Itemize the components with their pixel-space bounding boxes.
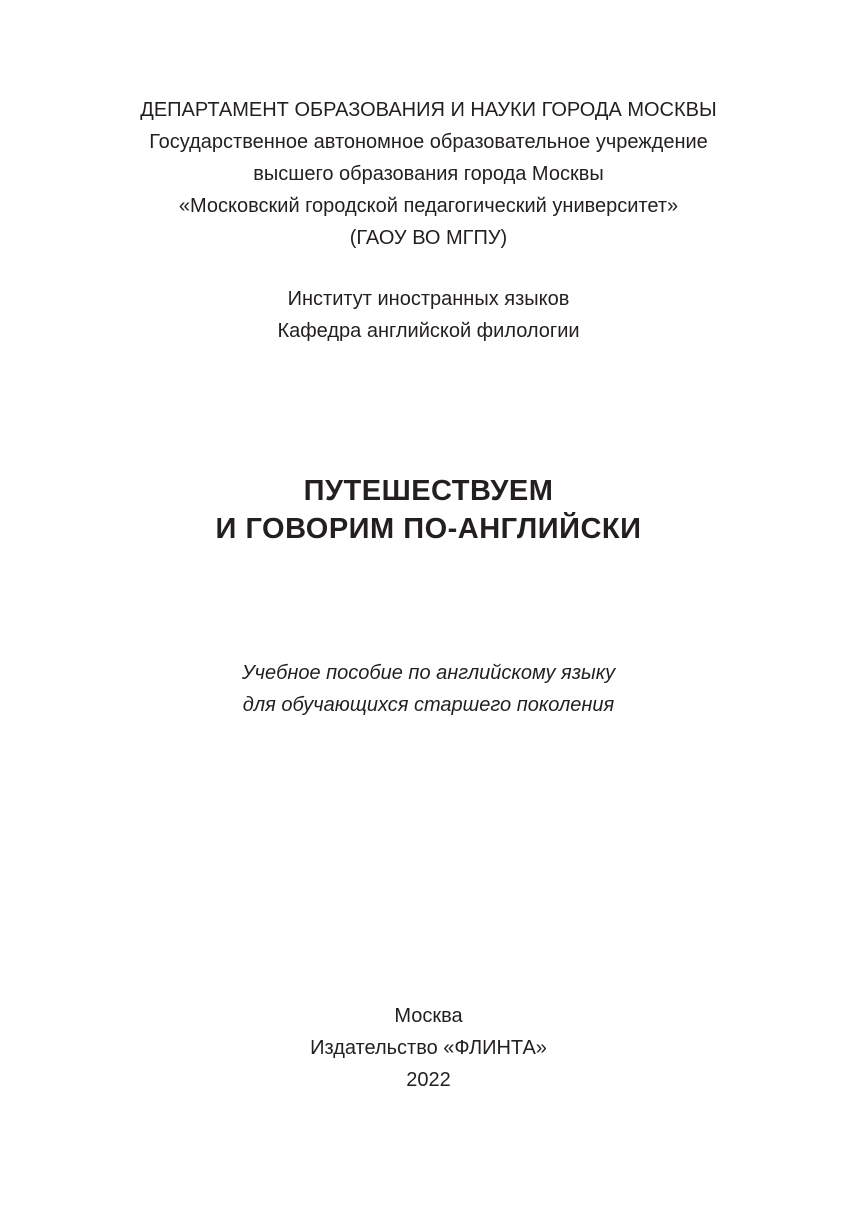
imprint-block <box>0 1000 857 1096</box>
book-subtitle-line-2: для обучающихся старшего поколения <box>242 694 615 716</box>
organization-block <box>0 94 857 254</box>
imprint-city: Москва <box>394 1005 463 1027</box>
institute-name: Институт иностранных языков <box>287 288 570 310</box>
institute-block <box>0 283 857 347</box>
imprint-publisher: Издательство «ФЛИНТА» <box>310 1037 547 1059</box>
book-subtitle <box>0 657 857 721</box>
university-name: «Московский городской педагогический университет» <box>178 195 679 217</box>
book-subtitle-line-1: Учебное пособие по английскому языку <box>241 662 616 684</box>
book-title-line-1: ПУТЕШЕСТВУЕМ <box>303 475 554 507</box>
institution-type: Государственное автономное образовательное учреждение <box>149 131 708 153</box>
institution-level: высшего образования города Москвы <box>253 163 604 185</box>
imprint-year: 2022 <box>406 1069 451 1091</box>
university-abbreviation: (ГАОУ ВО МГПУ) <box>349 227 508 249</box>
book-title <box>0 472 857 548</box>
book-title-line-2: И ГОВОРИМ ПО-АНГЛИЙСКИ <box>215 513 642 545</box>
department-name: ДЕПАРТАМЕНТ ОБРАЗОВАНИЯ И НАУКИ ГОРОДА МОСКВЫ <box>140 99 717 121</box>
department-chair: Кафедра английской филологии <box>277 320 580 342</box>
